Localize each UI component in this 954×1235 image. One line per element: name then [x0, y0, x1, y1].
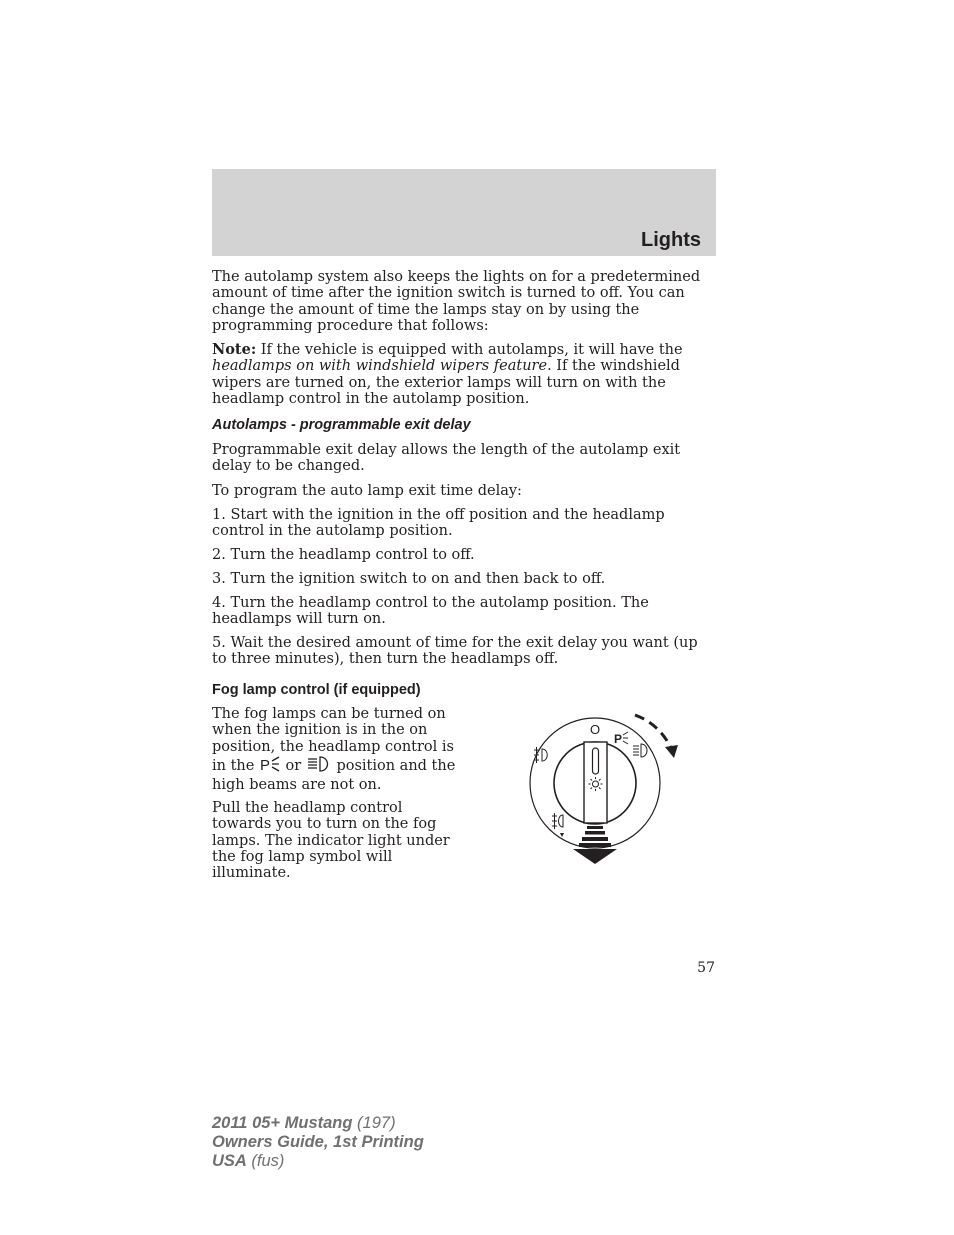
note-paragraph	[212, 342, 712, 407]
note-label: Note:	[212, 341, 257, 358]
program-intro: To program the auto lamp exit time delay:	[212, 483, 522, 499]
step-2: 2. Turn the headlamp control to off.	[212, 547, 475, 563]
step-4: 4. Turn the headlamp control to the autolamp position. The headlamps will turn on.	[212, 595, 649, 628]
svg-text:P: P	[259, 756, 270, 773]
headlamp-control-figure	[520, 700, 690, 874]
off-position-label: O	[590, 722, 601, 737]
section-title: Lights	[641, 229, 701, 251]
step-5: 5. Wait the desired amount of time for the exit delay you want (up to three minutes), then turn the headlamps off.	[212, 635, 698, 668]
footer-line-3	[212, 1152, 424, 1171]
headlamp-dial-svg	[520, 700, 690, 870]
rear-fog-lamp-icon	[552, 813, 563, 829]
footer-market-code: (fus)	[246, 1152, 285, 1170]
subheading-fog-lamp: Fog lamp control (if equipped)	[212, 682, 421, 698]
rotation-arrow-head	[665, 745, 678, 758]
exit-delay-paragraph: Programmable exit delay allows the length of the autolamp exit delay to be changed.	[212, 442, 681, 475]
note-italic: headlamps on with windshield wipers feature	[212, 358, 548, 375]
pull-arrow	[573, 826, 617, 864]
dial-knob-grip	[584, 742, 607, 823]
step-3: 3. Turn the ignition switch to on and then back to off.	[212, 571, 606, 587]
parking-lamp-icon	[259, 755, 281, 777]
footer-line-2: Owners Guide, 1st Printing	[212, 1133, 424, 1151]
intro-paragraph: The autolamp system also keeps the lights on for a predetermined amount of time after the ignition switch is turned to off. You can change the amount of time the lamps stay on by using the programming procedure that follows:	[212, 269, 701, 334]
park-position-rays	[623, 732, 628, 744]
section-header-band	[212, 169, 716, 256]
rear-fog-indicator-arrow	[560, 833, 564, 837]
document-footer	[212, 1114, 424, 1171]
headlamp-position-icon	[633, 744, 647, 757]
park-position-label: P	[614, 732, 623, 746]
footer-model: 2011 05+ Mustang	[212, 1114, 353, 1132]
note-text-2: . If the windshield wipers are turned on, the exterior lamps will turn on with the headlamp control in the autolamp position.	[212, 358, 680, 407]
note-text-1: If the vehicle is equipped with autolamps, it will have the	[256, 342, 683, 358]
step-1: 1. Start with the ignition in the off position and the headlamp control in the autolamp position.	[212, 507, 665, 540]
footer-market: USA	[212, 1152, 247, 1170]
footer-model-code: (197)	[352, 1114, 396, 1132]
subheading-exit-delay: Autolamps - programmable exit delay	[212, 417, 471, 433]
headlamp-icon	[306, 755, 332, 777]
fog-paragraph-1	[212, 706, 462, 793]
footer-line-1	[212, 1114, 424, 1133]
page-number: 57	[697, 960, 715, 976]
front-fog-lamp-icon	[534, 747, 547, 763]
fog-text-a: The fog lamps can be turned on when the ignition is in the on position, the headlamp control is in the	[212, 706, 454, 774]
fog-paragraph-2: Pull the headlamp control towards you to turn on the fog lamps. The indicator light under the fog lamp symbol will illuminate.	[212, 800, 450, 882]
fog-text-b: position and the high beams are not on.	[212, 757, 456, 794]
fog-text-or: or	[280, 757, 306, 774]
